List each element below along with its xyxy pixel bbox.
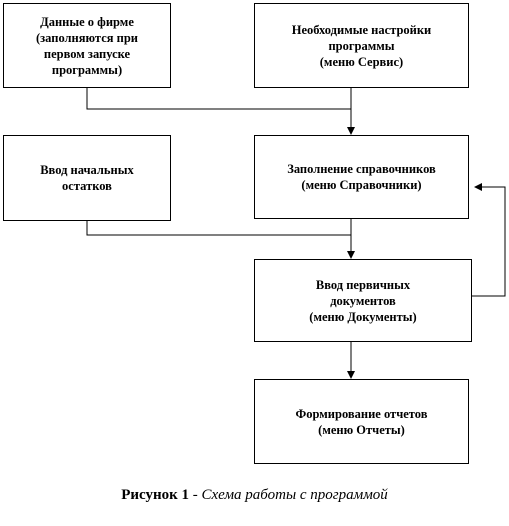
box-references-line-1: Заполнение справочников <box>287 162 436 176</box>
box-initial-line-2: остатков <box>62 179 112 193</box>
box-generate-reports <box>254 379 469 464</box>
box-reports-line-2: (меню Отчеты) <box>318 422 405 437</box>
box-company-data <box>3 3 171 88</box>
box-company-line-3: первом запуске <box>43 46 131 61</box>
caption-label: Рисунок 1 <box>121 487 190 503</box>
feedback-documents-to-references <box>472 187 505 296</box>
figure-caption <box>0 487 509 504</box>
box-documents-line-2: документов <box>330 293 396 308</box>
box-initial-line-1: Ввод начальных <box>40 163 134 177</box>
box-company-line-4: программы) <box>51 62 123 77</box>
box-company-line-2: (заполняются при <box>35 30 138 45</box>
box-documents-line-1: Ввод первичных <box>315 277 411 292</box>
box-settings-line-1: Необходимые настройки <box>291 22 432 37</box>
box-documents-line-3: (меню Документы) <box>309 309 417 324</box>
connector-initial-to-documents <box>87 221 351 235</box>
caption-separator: - <box>189 487 202 503</box>
connector-company-to-references <box>87 88 351 109</box>
box-company-line-1: Данные о фирме <box>40 14 134 29</box>
box-initial-balances <box>3 135 171 221</box>
box-primary-documents <box>254 259 472 342</box>
box-program-settings <box>254 3 469 88</box>
caption-text: Схема работы с программой <box>201 487 388 503</box>
box-fill-references <box>254 135 469 219</box>
box-settings-line-2: программы <box>328 38 395 53</box>
box-references-line-2: (меню Справочники) <box>301 178 422 192</box>
box-settings-line-3: (меню Сервис) <box>319 54 404 69</box>
box-reports-line-1: Формирование отчетов <box>295 406 428 421</box>
